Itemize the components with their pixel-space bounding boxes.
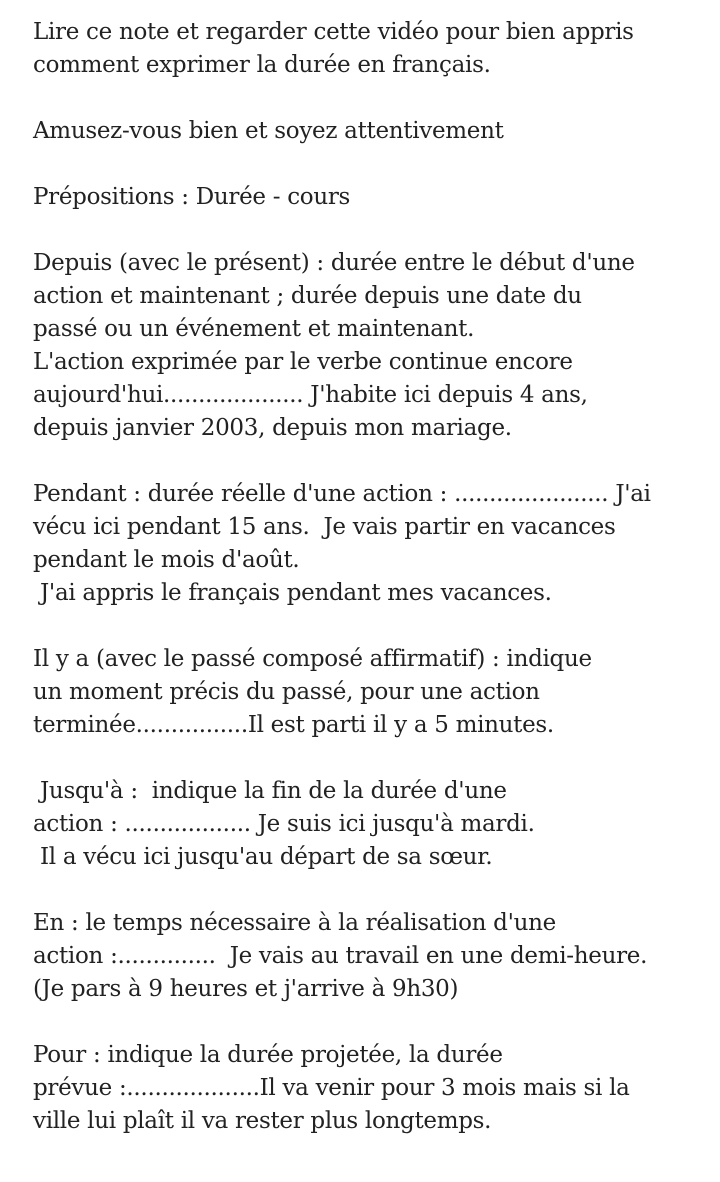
text-line: prévue :...................Il va venir pour 3 mois mais si la — [33, 1075, 630, 1101]
text-line: J'ai appris le français pendant mes vacances. — [33, 580, 552, 606]
text-line: depuis janvier 2003, depuis mon mariage. — [33, 415, 512, 441]
text-line: (Je pars à 9 heures et j'arrive à 9h30) — [33, 976, 459, 1002]
text-line: vécu ici pendant 15 ans. Je vais partir en vacances — [33, 514, 616, 540]
text-line: passé ou un événement et maintenant. — [33, 316, 475, 342]
text-line: pendant le mois d'août. — [33, 547, 300, 573]
pendant-paragraph — [33, 478, 703, 610]
text-line: Il a vécu ici jusqu'au départ de sa sœur. — [33, 844, 493, 870]
text-line: L'action exprimée par le verbe continue encore — [33, 349, 573, 375]
text-line: Depuis (avec le présent) : durée entre le début d'une — [33, 250, 635, 276]
il-y-a-paragraph — [33, 643, 703, 742]
text-line: Pendant : durée réelle d'une action : ...................... J'ai — [33, 481, 651, 507]
text-line: aujourd'hui.................... J'habite ici depuis 4 ans, — [33, 382, 588, 408]
text-line: comment exprimer la durée en français. — [33, 52, 491, 78]
jusqua-paragraph — [33, 775, 703, 874]
text-line: Prépositions : Durée - cours — [33, 184, 351, 210]
text-line: En : le temps nécessaire à la réalisation d'une — [33, 910, 556, 936]
note-document — [33, 16, 703, 1171]
text-line: Pour : indique la durée projetée, la durée — [33, 1042, 503, 1068]
text-line: Lire ce note et regarder cette vidéo pour bien appris — [33, 19, 634, 45]
text-line: terminée................Il est parti il y a 5 minutes. — [33, 712, 554, 738]
text-line: Il y a (avec le passé composé affirmatif) : indique — [33, 646, 592, 672]
en-paragraph — [33, 907, 703, 1006]
pour-paragraph — [33, 1039, 703, 1138]
text-line: action : .................. Je suis ici jusqu'à mardi. — [33, 811, 535, 837]
text-line: ville lui plaît il va rester plus longtemps. — [33, 1108, 492, 1134]
intro-paragraph — [33, 16, 703, 82]
text-line: action :.............. Je vais au travail en une demi-heure. — [33, 943, 648, 969]
section-title — [33, 181, 703, 214]
depuis-paragraph — [33, 247, 703, 445]
encouragement-paragraph — [33, 115, 703, 148]
text-line: Amusez-vous bien et soyez attentivement — [33, 118, 504, 144]
text-line: un moment précis du passé, pour une action — [33, 679, 540, 705]
text-line: action et maintenant ; durée depuis une date du — [33, 283, 582, 309]
text-line: Jusqu'à : indique la fin de la durée d'une — [33, 778, 507, 804]
